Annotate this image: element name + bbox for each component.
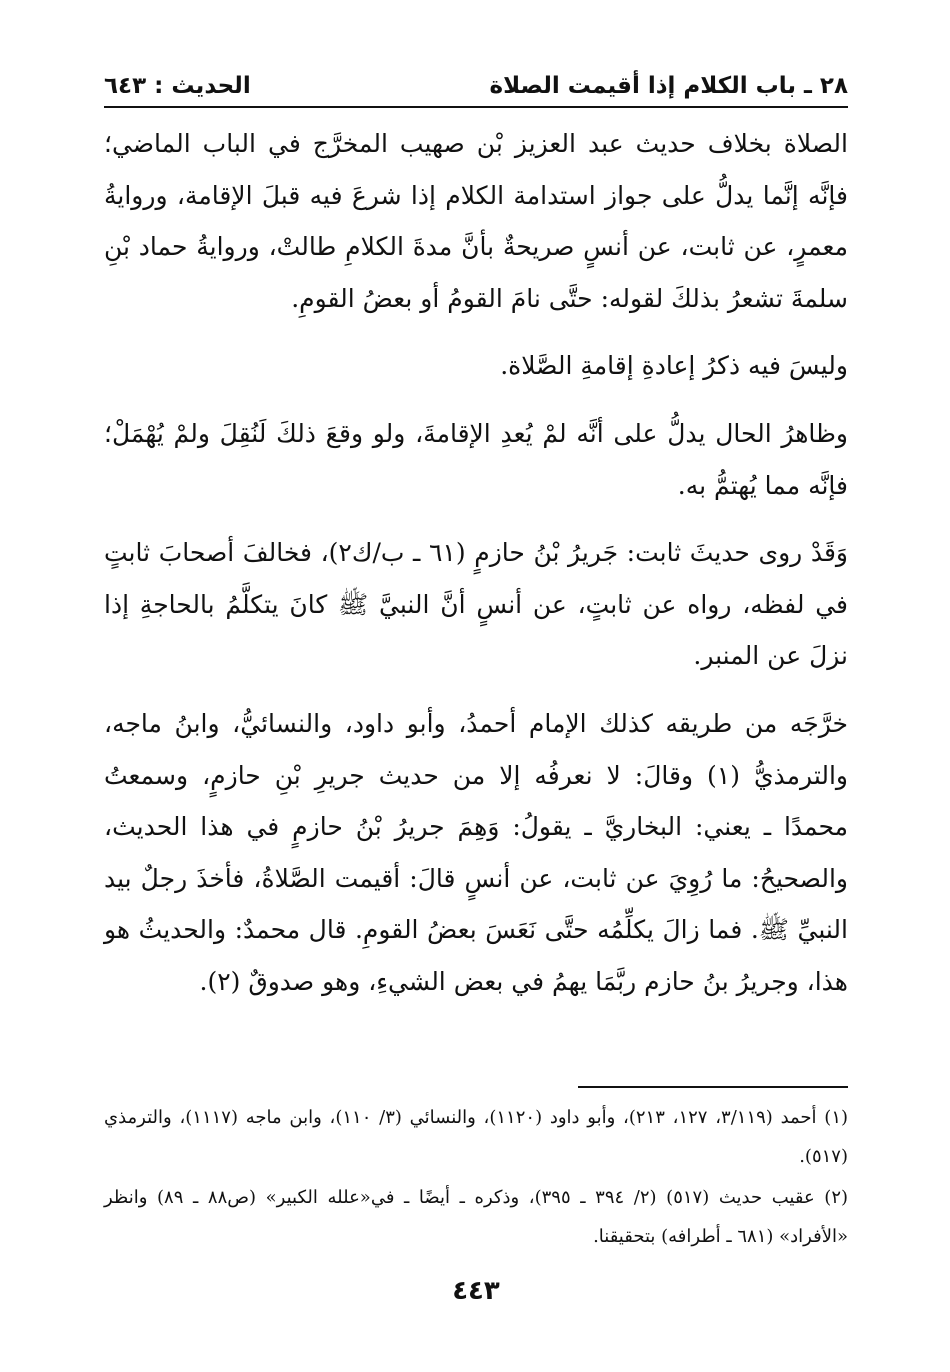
chapter-title: ٢٨ ـ باب الكلام إذا أقيمت الصلاة bbox=[489, 73, 848, 99]
header-divider bbox=[104, 106, 848, 108]
paragraph: خرَّجَه من طريقه كذلك الإمام أحمدُ، وأبو داود، والنسائيُّ، وابنُ ماجه، والترمذيُّ (١) وقالَ: لا نعرفُه إلا من حديث جريرِ بْنِ حازمٍ، وسمعتُ محمدًا ـ يعني: البخاريَّ ـ يقولُ: وَهِمَ جريرُ بْنُ حازمٍ في هذا الحديث، والصحيحُ: ما رُوِيَ عن ثابت، عن أنسٍ قالَ: أقيمت الصَّلاةُ، فأخذَ رجلٌ بيد النبيِّ ﷺ. فما زالَ يكلِّمُه حتَّى نَعَسَ بعضُ القومِ. قال محمدٌ: والحديثُ هو هذا، وجريرُ بنُ حازم ربَّمَا يهمُ في بعض الشيءِ، وهو صدوقٌ (٢). bbox=[104, 708, 848, 996]
footnote-2: (٢) عقيب حديث (٥١٧) (٢/ ٣٩٤ ـ ٣٩٥)، وذكره ـ أيضًا ـ في«علله الكبير» (ص٨٨ ـ ٨٩) وانظر «الأفراد» (٦٨١ ـ أطرافه) بتحقيقنا. bbox=[104, 1187, 849, 1247]
paragraph: الصلاة بخلاف حديث عبد العزيز بْن صهيب المخرَّج في الباب الماضي؛ فإنَّه إنَّما يدلُّ على جواز استدامة الكلام إذا شرعَ فيه قبلَ الإقامة، وروايةُ معمرٍ، عن ثابت، عن أنسٍ صريحةٌ بأنَّ مدةَ الكلامِ طالتْ، وروايةُ حماد بْنِ سلمةَ تشعرُ بذلكَ لقوله: حتَّى نامَ القومُ أو بعضُ القومِ. bbox=[104, 129, 848, 313]
paragraph: وَقَدْ روى حديثَ ثابت: جَريرُ بْنُ حازمٍ (٦١ ـ ب/ك٢)، فخالفَ أصحابَ ثابتٍ في لفظه، رواه عن ثابتٍ، عن أنسٍ أنَّ النبيَّ ﷺ كانَ يتكلَّمُ بالحاجةِ إذا نزلَ عن المنبر. bbox=[104, 538, 848, 671]
page-number: ٤٤٣ bbox=[452, 1276, 500, 1306]
hadith-number-label: الحديث : ٦٤٣ bbox=[104, 73, 251, 99]
footnote-divider bbox=[578, 1086, 848, 1088]
footnote-1: (١) أحمد (٣/١١٩، ١٢٧، ٢١٣)، وأبو داود (١١٢٠)، والنسائي (٣/ ١١٠)، وابن ماجه (١١١٧)، والترمذي (٥١٧). bbox=[104, 1107, 849, 1167]
paragraph: وظاهرُ الحال يدلُّ على أنَّه لمْ يُعدِ الإقامةَ، ولو وقعَ ذلكَ لَنُقِلَ ولمْ يُهْمَلْ؛ فإنَّه مما يُهتمُّ به. bbox=[104, 418, 848, 500]
paragraph: وليسَ فيه ذكرُ إعادةِ إقامةِ الصَّلاة. bbox=[500, 351, 848, 381]
running-header bbox=[104, 66, 848, 106]
main-text bbox=[104, 118, 848, 1008]
book-page bbox=[104, 58, 848, 1348]
footnotes bbox=[104, 1098, 848, 1258]
